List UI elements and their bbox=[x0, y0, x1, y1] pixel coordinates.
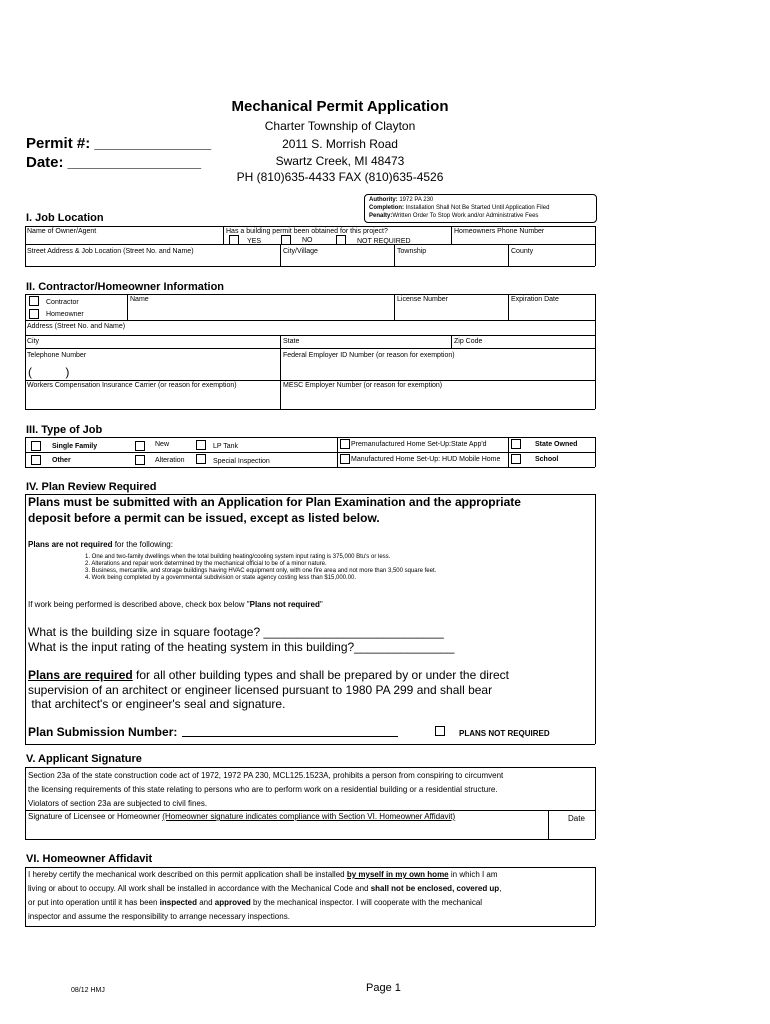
name-field[interactable]: Name bbox=[130, 296, 149, 303]
telephone-field[interactable]: Telephone Number bbox=[27, 352, 87, 359]
plans-required-line-1: Plans are required for all other building types and shall be prepared by or under the direct bbox=[28, 668, 509, 682]
authority-box bbox=[364, 194, 597, 223]
area-code-parens: ( ) bbox=[28, 365, 70, 379]
plan-submission-label: Plan Submission Number: bbox=[28, 725, 178, 739]
other-label: Other bbox=[52, 457, 71, 464]
contractor-label: Contractor bbox=[46, 299, 79, 306]
manufactured-label: Manufactured Home Set-Up: HUD Mobile Home bbox=[351, 456, 501, 463]
plans-required-line-2: supervision of an architect or engineer licensed pursuant to 1980 PA 299 and shall bear bbox=[28, 683, 493, 697]
form-title: Mechanical Permit Application bbox=[231, 98, 449, 115]
street-address-field[interactable]: Street Address & Job Location (Street No. and Name) bbox=[27, 248, 194, 255]
city-village-field[interactable]: City/Village bbox=[283, 248, 318, 255]
state-owned-checkbox[interactable] bbox=[511, 439, 521, 449]
expiration-date-field[interactable]: Expiration Date bbox=[511, 296, 559, 303]
plans-not-required-intro: Plans are not required for the following: bbox=[28, 540, 173, 549]
signature-date-field[interactable]: Date bbox=[568, 814, 585, 823]
plans-not-required-label: PLANS NOT REQUIRED bbox=[459, 729, 550, 738]
exemption-item: 2. Alterations and repair work determined by the mechanical official to be of a minor nature. bbox=[85, 561, 327, 567]
fein-field[interactable]: Federal Employer ID Number (or reason for exemption) bbox=[283, 352, 455, 359]
plans-must-line-1: Plans must be submitted with an Application for Plan Examination and the appropriate bbox=[28, 495, 521, 509]
lp-tank-label: LP Tank bbox=[213, 443, 239, 450]
contractor-checkbox[interactable] bbox=[29, 296, 39, 306]
authority-line: Authority: 1972 PA 230 bbox=[369, 197, 434, 203]
page-number: Page 1 bbox=[366, 982, 401, 994]
plans-required-line-3: that architect's or engineer's seal and signature. bbox=[28, 697, 286, 711]
form-code: 08/12 HMJ bbox=[71, 987, 105, 994]
plans-must-line-2: deposit before a permit can be issued, except as listed below. bbox=[28, 511, 380, 525]
homeowner-affidavit-heading: VI. Homeowner Affidavit bbox=[26, 853, 153, 865]
plan-submission-line[interactable] bbox=[182, 736, 398, 737]
exemption-item: 4. Work being completed by a governmental subdivision or state agency costing less than $15,000.00. bbox=[85, 575, 357, 581]
affidavit-line-2: living or about to occupy. All work shall be installed in accordance with the Mechanical Code and shall not be enclosed, covered up, bbox=[28, 884, 502, 893]
zip-code-field[interactable]: Zip Code bbox=[454, 338, 483, 345]
section-23a-line-1: Section 23a of the state construction code act of 1972, 1972 PA 230, MCL125.1523A, prohibits a person from conspiring to circumvent bbox=[28, 771, 504, 780]
township-field[interactable]: Township bbox=[397, 248, 427, 255]
date-label: Date: ________________ bbox=[26, 154, 202, 171]
affidavit-line-4: inspector and assume the responsibility to arrange necessary inspections. bbox=[28, 912, 290, 921]
mesc-field[interactable]: MESC Employer Number (or reason for exemption) bbox=[283, 382, 443, 389]
affidavit-line-1: I hereby certify the mechanical work described on this permit application shall be installed by myself in my own home in which I am bbox=[28, 870, 498, 879]
homeowner-label: Homeowner bbox=[46, 311, 84, 318]
premanufactured-label: Premanufactured Home Set-Up:State App'd bbox=[351, 441, 487, 448]
other-checkbox[interactable] bbox=[31, 455, 41, 465]
affidavit-line-3: or put into operation until it has been inspected and approved by the mechanical inspector. I will cooperate with the mechanical bbox=[28, 898, 483, 907]
homeowner-phone-field[interactable]: Homeowners Phone Number bbox=[454, 228, 545, 235]
exemption-item: 3. Business, mercantile, and storage buildings having HVAC equipment only, with one fire area and not more than 3,500 square feet. bbox=[85, 568, 437, 574]
plans-not-required-checkbox[interactable] bbox=[435, 726, 445, 736]
township-city: Swartz Creek, MI 48473 bbox=[275, 154, 405, 168]
signature-field[interactable]: Signature of Licensee or Homeowner (Homeowner signature indicates compliance with Section VI. Homeowner Affidavit) bbox=[28, 812, 456, 821]
permit-number-label: Permit #: ______________ bbox=[26, 135, 212, 152]
input-rating-question[interactable]: What is the input rating of the heating system in this building?_______________ bbox=[28, 640, 455, 654]
exemption-item: 1. One and two-family dwellings when the total building heating/cooling system input rating is 375,000 Btu's or less. bbox=[85, 554, 391, 560]
special-inspection-checkbox[interactable] bbox=[196, 454, 206, 464]
license-number-field[interactable]: License Number bbox=[397, 296, 448, 303]
contractor-heading: II. Contractor/Homeowner Information bbox=[26, 281, 225, 293]
school-label: School bbox=[535, 456, 559, 463]
address-field[interactable]: Address (Street No. and Name) bbox=[27, 323, 126, 330]
permit-yes-checkbox[interactable] bbox=[229, 235, 239, 245]
alteration-checkbox[interactable] bbox=[135, 455, 145, 465]
building-size-question[interactable]: What is the building size in square footage? ___________________________ bbox=[28, 625, 444, 639]
township-name: Charter Township of Clayton bbox=[264, 119, 416, 133]
county-field[interactable]: County bbox=[511, 248, 534, 255]
check-box-instruction: If work being performed is described above, check box below "Plans not required" bbox=[28, 600, 323, 609]
not-required-label: NOT REQUIRED bbox=[357, 238, 411, 245]
no-label: NO bbox=[302, 237, 313, 244]
permit-no-checkbox[interactable] bbox=[281, 235, 291, 245]
applicant-signature-heading: V. Applicant Signature bbox=[26, 753, 142, 765]
single-family-label: Single Family bbox=[52, 443, 98, 450]
plan-review-heading: IV. Plan Review Required bbox=[26, 481, 157, 493]
section-23a-line-3: Violators of section 23a are subjected to civil fines. bbox=[28, 799, 208, 808]
job-location-heading: I. Job Location bbox=[26, 212, 104, 224]
state-owned-label: State Owned bbox=[535, 441, 578, 448]
township-street: 2011 S. Morrish Road bbox=[282, 137, 398, 151]
lp-tank-checkbox[interactable] bbox=[196, 440, 206, 450]
premanufactured-checkbox[interactable] bbox=[340, 439, 350, 449]
state-field[interactable]: State bbox=[283, 338, 300, 345]
township-phone: PH (810)635-4433 FAX (810)635-4526 bbox=[236, 170, 444, 184]
new-label: New bbox=[155, 441, 170, 448]
special-inspection-label: Special Inspection bbox=[213, 458, 270, 465]
yes-label: YES bbox=[247, 238, 262, 245]
school-checkbox[interactable] bbox=[511, 454, 521, 464]
city-field[interactable]: City bbox=[27, 338, 40, 345]
completion-line: Completion: Installation Shall Not Be Started Until Application Filed bbox=[369, 205, 550, 211]
permit-not-required-checkbox[interactable] bbox=[336, 235, 346, 245]
building-permit-question: Has a building permit been obtained for this project? bbox=[226, 228, 388, 235]
penalty-line: Penalty:Written Order To Stop Work and/or Administrative Fees bbox=[369, 213, 539, 219]
manufactured-checkbox[interactable] bbox=[340, 454, 350, 464]
homeowner-checkbox[interactable] bbox=[29, 309, 39, 319]
single-family-checkbox[interactable] bbox=[31, 441, 41, 451]
new-checkbox[interactable] bbox=[135, 441, 145, 451]
alteration-label: Alteration bbox=[155, 457, 185, 464]
workers-comp-field[interactable]: Workers Compensation Insurance Carrier (or reason for exemption) bbox=[27, 382, 237, 389]
owner-name-field[interactable]: Name of Owner/Agent bbox=[27, 228, 97, 235]
exemption-list bbox=[85, 554, 436, 582]
section-23a-line-2: the licensing requirements of this state relating to persons who are to perform work on a residential building or a residential structure. bbox=[28, 785, 498, 794]
type-of-job-heading: III. Type of Job bbox=[26, 424, 103, 436]
